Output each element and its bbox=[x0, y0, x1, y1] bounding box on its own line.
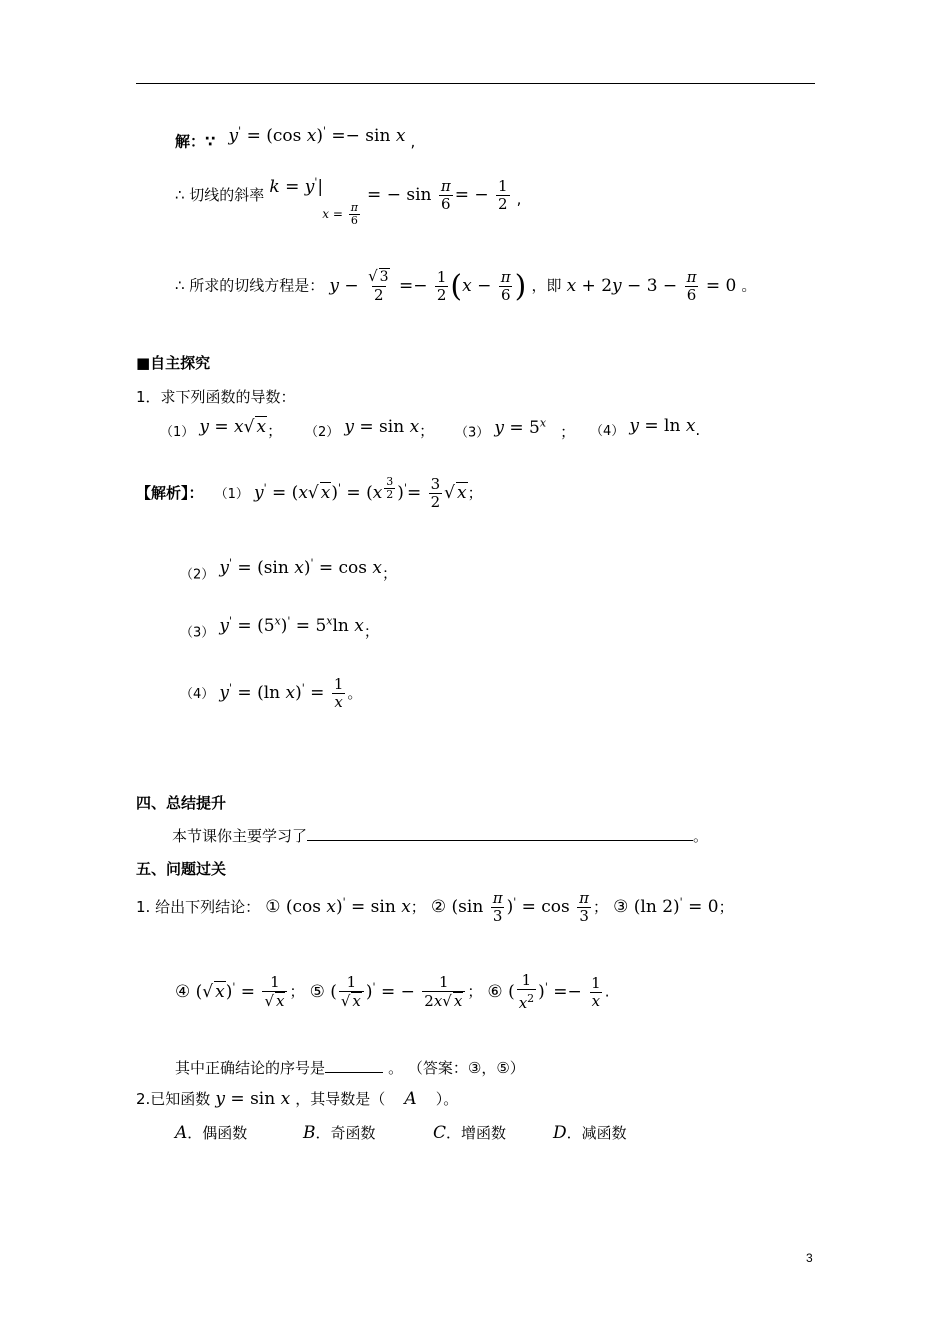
quiz-q2 bbox=[136, 1088, 458, 1109]
quiz-q1-answer bbox=[175, 1057, 525, 1078]
header-rule bbox=[136, 83, 815, 84]
item-2: （2） y = sin x； bbox=[305, 417, 435, 440]
equation: y' = (sin x)' = cos x bbox=[219, 556, 383, 578]
equation: $y = 5^x$ bbox=[494, 416, 547, 438]
answer-letter: A bbox=[404, 1089, 417, 1109]
solution-line-3 bbox=[175, 268, 756, 304]
equation: = − sin $\frac{\pi}{6}$ = − $\frac{1}{2}$ bbox=[367, 177, 508, 213]
option-a bbox=[175, 1122, 247, 1143]
analysis-line-4: （4） y' = (ln x)' = $\frac{1}{x}$ 。 bbox=[180, 675, 363, 711]
option-c bbox=[433, 1122, 506, 1143]
summary-text: 本节课你主要学习了 bbox=[172, 827, 308, 845]
item-number: （3） bbox=[455, 425, 490, 441]
quiz-q1-line2: ④ (√ x)' = $\frac{1}{√ x}$ ； ⑤ ( $\frac{1}{√ x}$ )' = − $\frac{1}{2x√ x}$ ； ⑥ ( $\frac{1}{x^2}$ )' =− $\frac{1}{x}$ . bbox=[175, 971, 610, 1012]
equation: x + 2y − 3 − $\frac{\pi}{6}$ = 0 bbox=[566, 267, 737, 304]
question-text: 2.已知函数 bbox=[136, 1090, 211, 1108]
slope-label: ∴ 切线的斜率 bbox=[175, 186, 265, 204]
equation: y = ln x bbox=[629, 416, 696, 436]
answer-blank bbox=[325, 1063, 383, 1073]
solution-label: 解：∵ bbox=[175, 132, 216, 151]
item-number: （4） bbox=[180, 687, 215, 702]
equation: y = x√ x bbox=[199, 417, 267, 437]
equation: $y' = (5^x)' = 5^x\ln$ x bbox=[219, 614, 364, 636]
text: ，即 bbox=[531, 276, 562, 295]
analysis-line-3: （3） $y' = (5^x)' = 5^x\ln$ x； bbox=[180, 614, 379, 641]
question-text: ，其导数是（ bbox=[295, 1090, 386, 1108]
analysis-line-2: （2） y' = (sin x)' = cos x； bbox=[180, 556, 398, 583]
item-number: （2） bbox=[305, 425, 340, 440]
option-text: ．奇函数 bbox=[315, 1124, 376, 1142]
item-number: （1） bbox=[160, 425, 195, 440]
equation: ⑤ ( $\frac{1}{√ x}$ )' = − $\frac{1}{2x√ x}$ bbox=[310, 982, 468, 1002]
item-number: （2） bbox=[180, 567, 215, 583]
fill-blank bbox=[307, 826, 693, 841]
equation: y = sin x bbox=[215, 1089, 291, 1109]
option-letter: D bbox=[553, 1123, 567, 1143]
page-number: 3 bbox=[806, 1251, 813, 1265]
equation: y' = (cos x)' =− sin x bbox=[228, 124, 406, 146]
equation-subscript: x = $\frac{\pi}{6}$ bbox=[322, 201, 358, 227]
analysis-label: 【解析】： bbox=[136, 484, 204, 503]
equation: k = y'| bbox=[269, 175, 324, 197]
option-letter: A bbox=[175, 1123, 188, 1143]
equation: y = sin x bbox=[344, 417, 420, 437]
question-text: ）。 bbox=[435, 1090, 459, 1108]
option-letter: B bbox=[303, 1123, 316, 1143]
analysis-line-1: 【解析】： （1） y' = (x√ x)' = (x $^{\frac{3}{2}}$ )'= $\frac{3}{2}$ √ x； bbox=[136, 475, 483, 512]
tangent-label: ∴ 所求的切线方程是： bbox=[175, 276, 325, 295]
option-letter: C bbox=[433, 1123, 447, 1143]
question-text: 1. 给出下列结论： bbox=[136, 898, 261, 916]
answer-text: 。 （答案：③，⑤） bbox=[388, 1059, 525, 1077]
section-heading: ■自主探究 bbox=[136, 354, 211, 372]
quiz-q1-line1: 1. 给出下列结论： ① (cos x)' = sin x； ② (sin $\frac{\pi}{3}$ )' = cos $\frac{\pi}{3}$ ； ③ (ln 2)' = 0； bbox=[136, 889, 734, 925]
section-heading: 五、问题过关 bbox=[136, 860, 227, 878]
equation: y' = (x√ x)' = (x $^{\frac{3}{2}}$ )'= $\frac{3}{2}$ √ x bbox=[253, 475, 467, 512]
answer-prompt: 其中正确结论的序号是 bbox=[175, 1059, 326, 1077]
summary-line bbox=[172, 825, 708, 846]
equation: y − $\frac{√ 3}{2}$ =− $\frac{1}{2}$ (x − $\frac{\pi}{6}$ ) bbox=[329, 267, 527, 304]
equation: y' = (ln x)' = $\frac{1}{x}$ bbox=[219, 675, 344, 711]
solution-line-1: 解：∵ y' = (cos x)' =− sin x , bbox=[175, 124, 416, 151]
equation: ① (cos x)' = sin x bbox=[265, 895, 411, 917]
equation: ③ (ln 2)' = 0 bbox=[613, 895, 719, 917]
option-d bbox=[553, 1122, 627, 1143]
option-text: ．增函数 bbox=[446, 1124, 507, 1142]
solution-line-2: ∴ 切线的斜率 k = y'| x = $\frac{\pi}{6}$ = − sin $\frac{\pi}{6}$ = − $\frac{1}{2}$ , bbox=[175, 175, 522, 227]
text: 。 bbox=[741, 276, 757, 295]
option-text: ．偶函数 bbox=[187, 1124, 248, 1142]
item-3: （3） $y = 5^x$； bbox=[455, 416, 576, 441]
item-number: （3） bbox=[180, 625, 215, 641]
equation: ⑥ ( $\frac{1}{x^2}$ )' =− $\frac{1}{x}$ bbox=[487, 971, 601, 1012]
option-text: ．减函数 bbox=[566, 1124, 627, 1142]
section-heading: 四、总结提升 bbox=[136, 794, 227, 812]
item-number: （4） bbox=[590, 424, 625, 439]
equation: ② (sin $\frac{\pi}{3}$ )' = cos $\frac{\pi}{3}$ bbox=[430, 889, 590, 925]
option-b bbox=[303, 1122, 376, 1143]
item-1: （1） y = x√ x； bbox=[160, 417, 283, 440]
item-number: （1） bbox=[214, 487, 249, 503]
item-4: （4） y = ln x. bbox=[590, 416, 701, 439]
question-1: 1．求下列函数的导数： bbox=[136, 388, 296, 406]
equation: ④ (√ x)' = $\frac{1}{√ x}$ bbox=[175, 982, 289, 1002]
text: 。 bbox=[693, 827, 709, 845]
